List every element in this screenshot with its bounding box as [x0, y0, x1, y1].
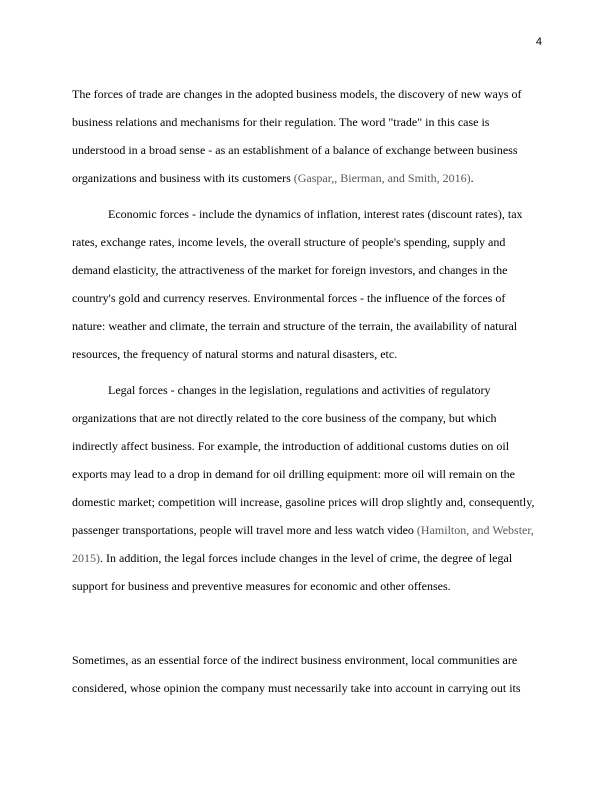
text-line: [72, 347, 397, 361]
text-run: exports may lead to a drop in demand for oil drilling equipment: more oil will remain on the: [72, 467, 515, 481]
text-line: [72, 467, 515, 481]
text-line: [72, 681, 521, 695]
text-line: [72, 87, 522, 101]
text-line: [72, 551, 512, 565]
text-run: considered, whose opinion the company must necessarily take into account in carrying out its: [72, 681, 521, 695]
text-line: [72, 171, 474, 185]
text-run: domestic market; competition will increase, gasoline prices will drop slightly and, consequently,: [72, 495, 535, 509]
text-run: business relations and mechanisms for their regulation. The word "trade" in this case is: [72, 115, 490, 129]
text-line: [72, 235, 505, 249]
text-run: indirectly affect business. For example, the introduction of additional customs duties on oil: [72, 439, 510, 453]
text-line: [72, 143, 518, 157]
text-line: [72, 115, 489, 129]
text-run: rates, exchange rates, income levels, the overall structure of people's spending, supply and: [72, 235, 506, 249]
text-line: [72, 263, 507, 277]
citation: 2015): [72, 551, 100, 565]
text-line: [108, 207, 523, 221]
text-run: understood in a broad sense - as an establishment of a balance of exchange between business: [72, 143, 518, 157]
text-run: Sometimes, as an essential force of the indirect business environment, local communities are: [72, 653, 518, 667]
text-run: nature: weather and climate, the terrain and structure of the terrain, the availability of natural: [72, 319, 518, 333]
text-run: The forces of trade are changes in the adopted business models, the discovery of new ways of: [72, 87, 522, 101]
text-run: . In addition, the legal forces include changes in the level of crime, the degree of legal: [100, 551, 513, 565]
citation: (Gaspar,, Bierman, and Smith, 2016): [293, 171, 471, 185]
text-run: passenger transportations, people will travel more and less watch video: [72, 523, 417, 537]
text-line: [72, 523, 534, 537]
text-line: [72, 319, 517, 333]
text-line: [72, 291, 505, 305]
text-line: [72, 495, 534, 509]
page-number: 4: [535, 36, 542, 48]
citation: (Hamilton, and Webster,: [416, 523, 534, 537]
text-line: [72, 411, 497, 425]
text-line: [108, 383, 491, 397]
text-run: organizations and business with its customers: [72, 171, 294, 185]
text-run: country's gold and currency reserves. Environmental forces - the influence of the forces of: [72, 291, 506, 305]
text-run: .: [470, 171, 474, 185]
text-line: [72, 579, 451, 593]
text-line: [72, 439, 509, 453]
text-run: Economic forces - include the dynamics of inflation, interest rates (discount rates), tax: [108, 207, 523, 221]
text-run: demand elasticity, the attractiveness of the market for foreign investors, and changes in the: [72, 263, 508, 277]
text-line: [72, 653, 517, 667]
text-run: Legal forces - changes in the legislation, regulations and activities of regulatory: [108, 383, 491, 397]
text-run: support for business and preventive measures for economic and other offenses.: [72, 579, 451, 593]
text-run: resources, the frequency of natural storms and natural disasters, etc.: [72, 347, 398, 361]
text-run: organizations that are not directly related to the core business of the company, but which: [72, 411, 497, 425]
